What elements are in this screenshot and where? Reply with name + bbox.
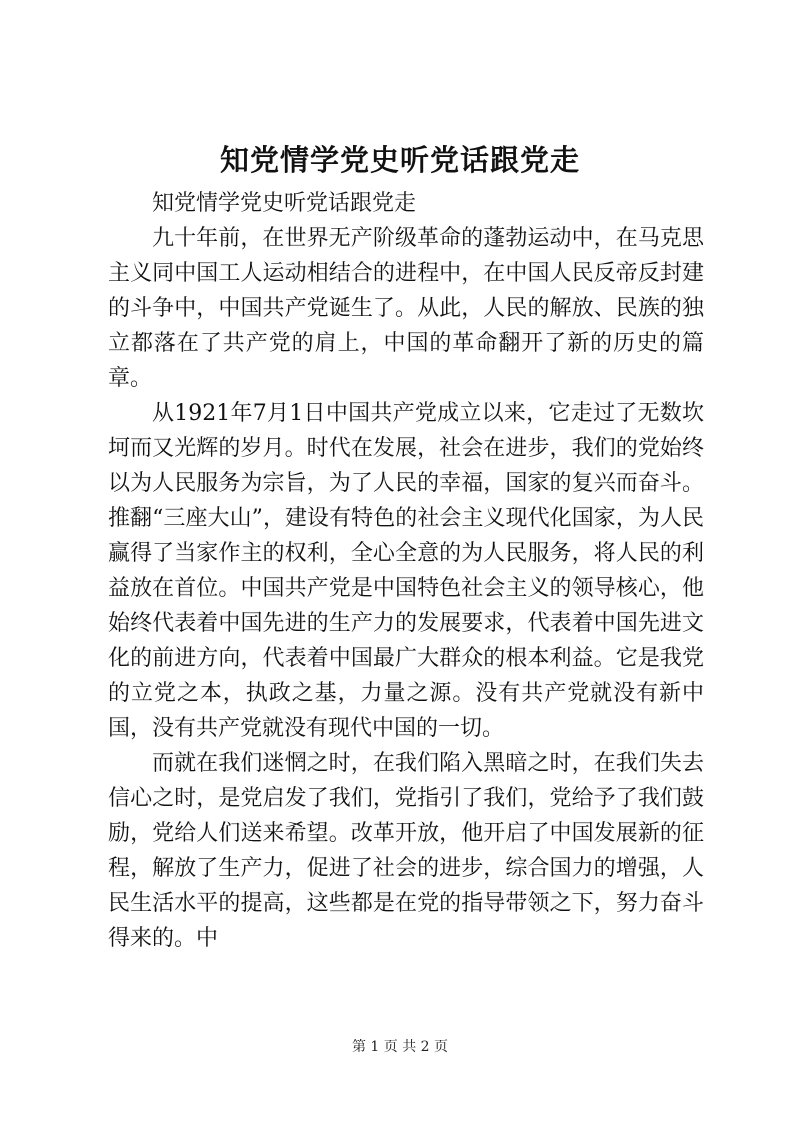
paragraph-2: 从1921年7月1日中国共产党成立以来，它走过了无数坎坷而又光辉的岁月。时代在发展，社会在进步，我们的党始终以为人民服务为宗旨，为了人民的幸福，国家的复兴而奋斗。推翻“三座大山”，建设有特色的社会主义现代化国家，为人民赢得了当家作主的权利，全心全意的为人民服务，将人民的利益放在首位。中国共产党是中国特色社会主义的领导核心，他始终代表着中国先进的生产力的发展要求，代表着中国先进文化的前进方向，代表着中国最广大群众的根本利益。它是我党的立党之本，执政之基，力量之源。没有共产党就没有新中国，没有共产党就没有现代中国的一切。 [108, 401, 704, 741]
document-title: 知党情学党史听党话跟党走 [219, 143, 580, 177]
paragraph-3: 而就在我们迷惘之时，在我们陷入黑暗之时，在我们失去信心之时，是党启发了我们，党指引了我们，党给予了我们鼓励，党给人们送来希望。改革开放，他开启了中国发展新的征程，解放了生产力，促进了社会的进步，综合国力的增强，人民生活水平的提高，这些都是在党的指导带领之下，努力奋斗得来的。中 [108, 751, 704, 951]
document-body [108, 186, 704, 956]
page-footer: 第 1 页 共 2 页 [351, 1039, 449, 1055]
paragraph-1: 九十年前，在世界无产阶级革命的蓬勃运动中，在马克思主义同中国工人运动相结合的进程中，在中国人民反帝反封建的斗争中，中国共产党诞生了。从此，人民的解放、民族的独立都落在了共产党的肩上，中国的革命翻开了新的历史的篇章。 [108, 226, 704, 391]
subtitle-paragraph: 知党情学党史听党话跟党走 [152, 191, 417, 216]
